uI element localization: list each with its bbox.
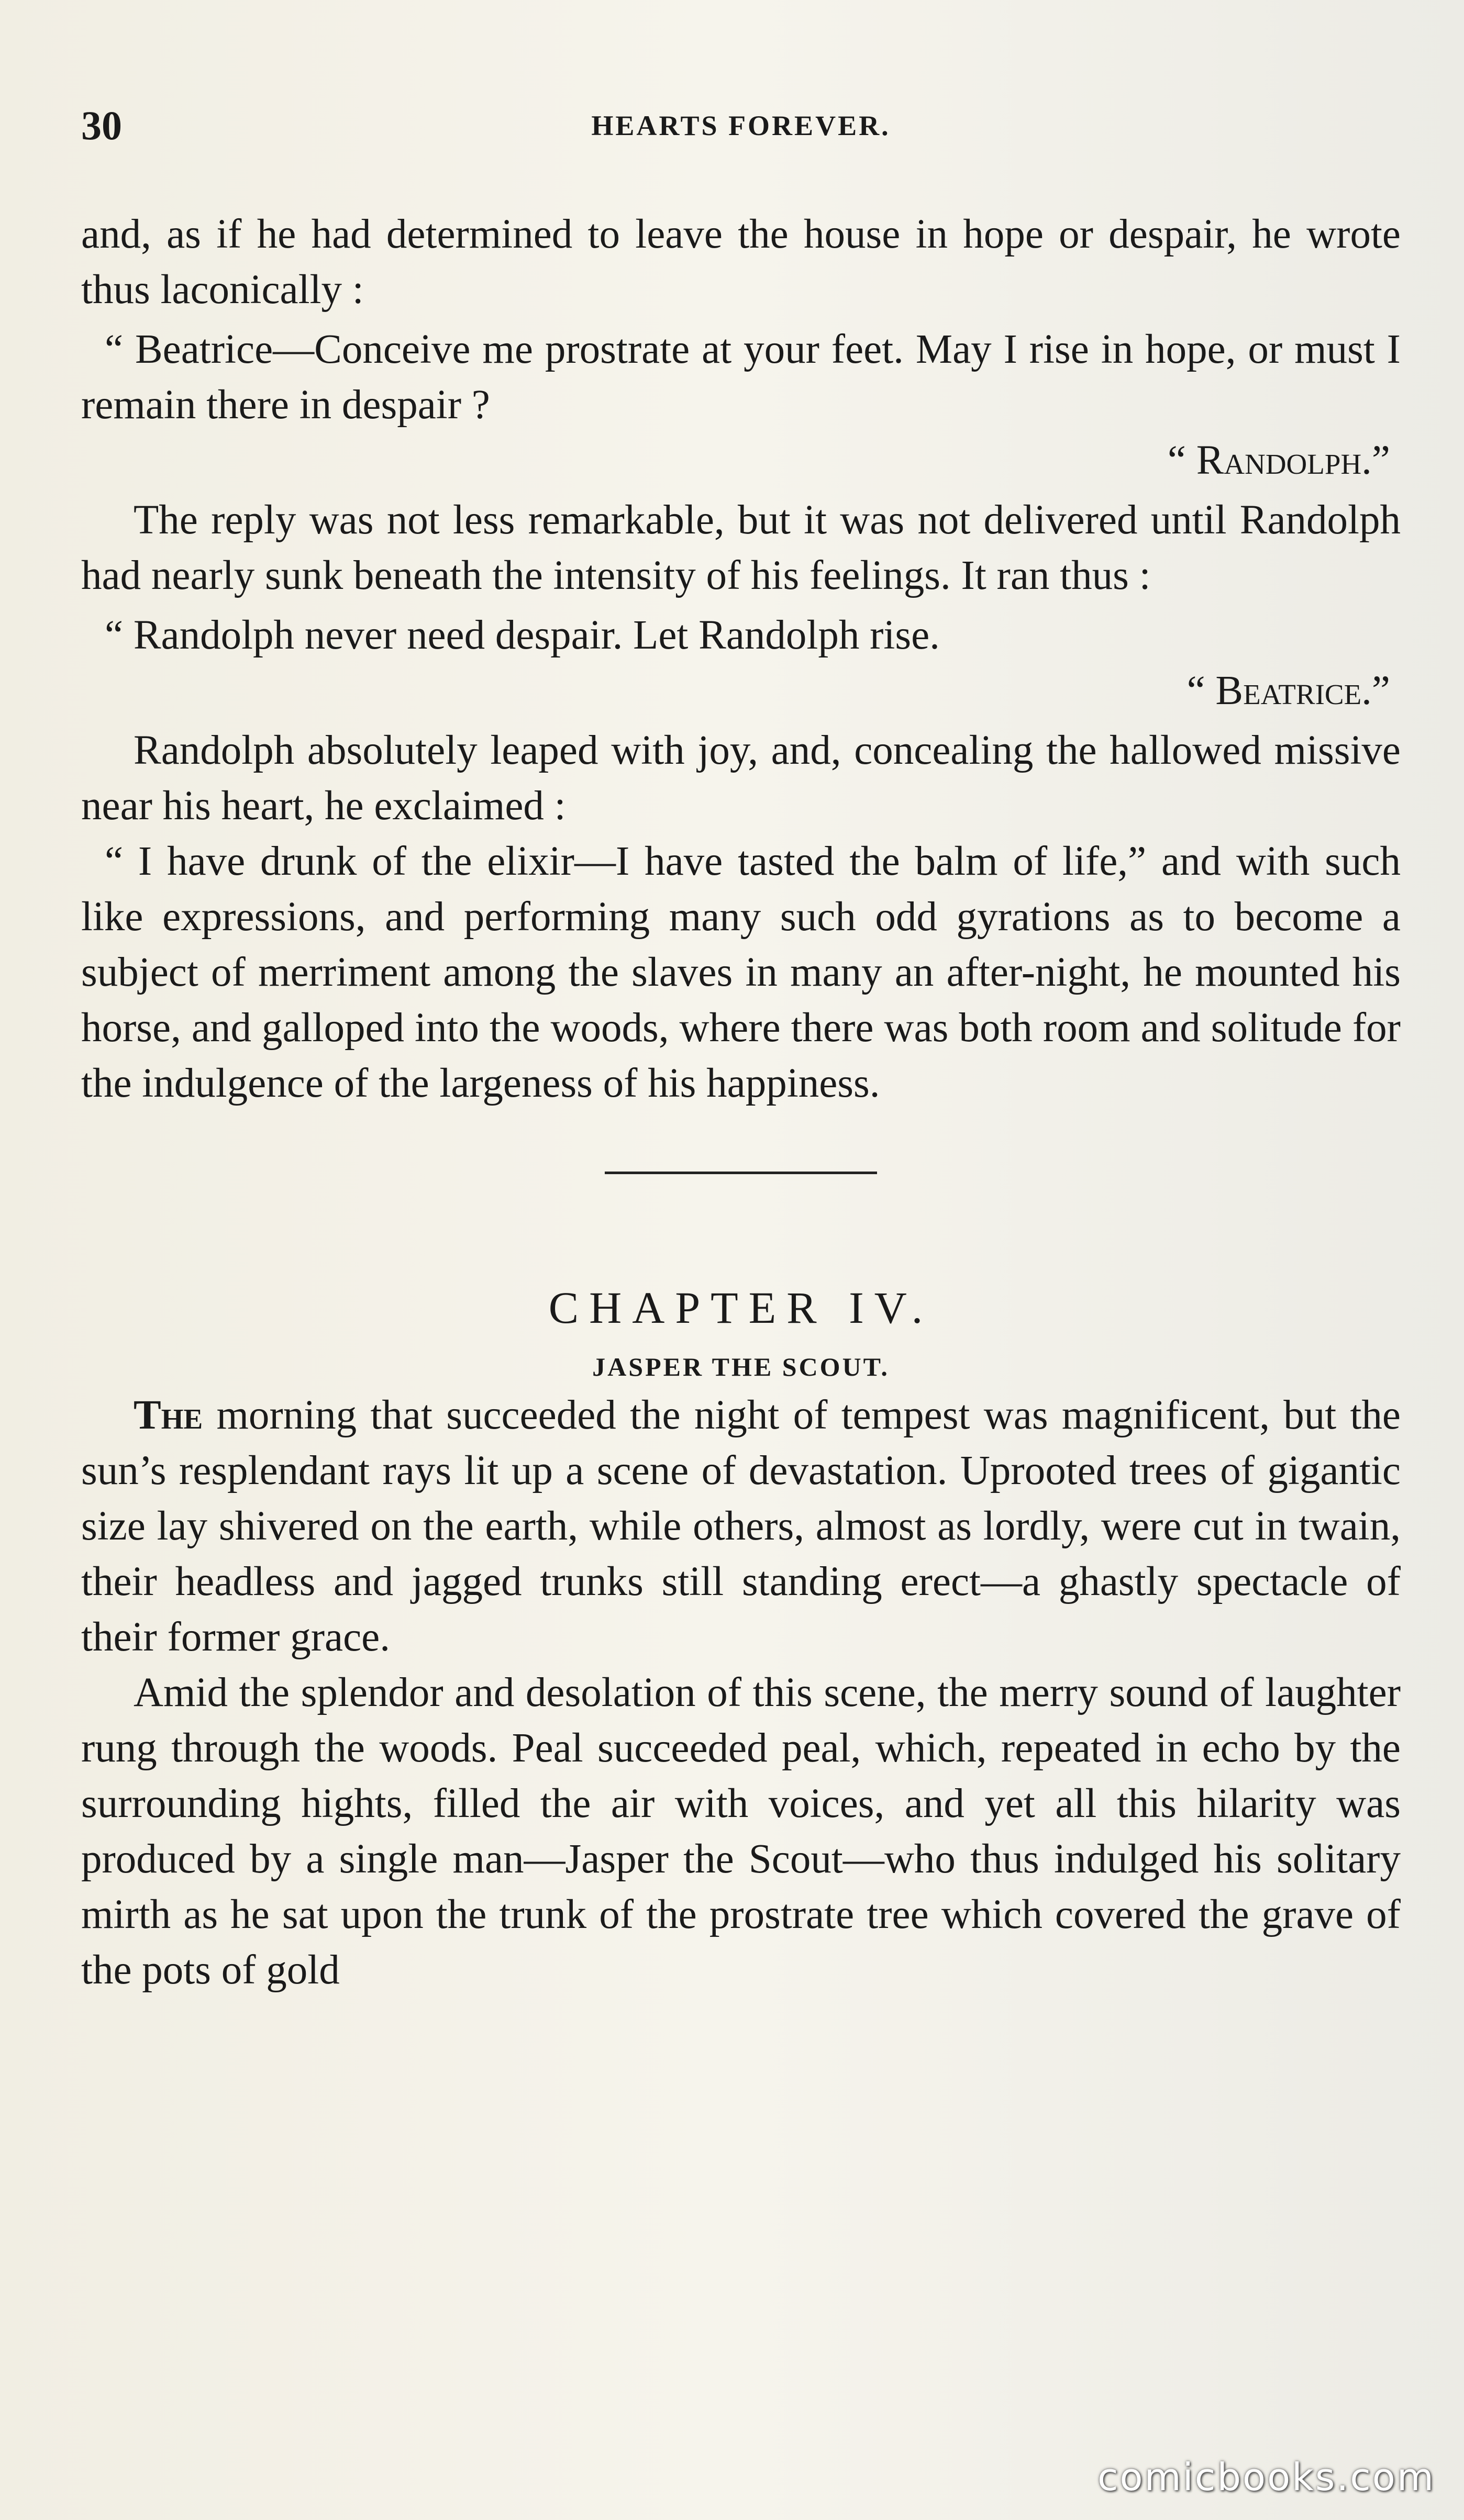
signature-randolph: “ Randolph.” [1167, 438, 1390, 483]
chapter-paragraph-1 [81, 1388, 1401, 1665]
page-body [81, 207, 1401, 1998]
paragraph-leaped: Randolph absolutely leaped with joy, and, concealing the hallowed missive near his heart, he exclaimed : [81, 728, 1401, 829]
chapter-subtitle: JASPER THE SCOUT. [592, 1352, 890, 1381]
chapter-paragraph-2: Amid the splendor and desolation of this scene, the merry sound of laughter rung through the woods. Peal succeeded peal, which, repeated in echo by the surrounding hights, filled the air with voices, and yet all this hilarity was produced by a single man—Jasper the Scout—who thus indulged his solitary mirth as he sat upon the trunk of the prostrate tree which covered the grave of the pots of gold [81, 1670, 1401, 1993]
page-header [81, 102, 1401, 148]
running-title: HEARTS FOREVER. [591, 110, 891, 141]
chapter-paragraph-1-text: morning that succeeded the night of tempest was magnificent, but the sun’s resplendant rays lit up a scene of devastation. Uprooted trees of gigantic size lay shivered on the earth, while others, almost as lordly, were cut in twain, their headless and jagged trunks still standing erect—a ghastly spectacle of their former grace. [81, 1392, 1401, 1660]
paragraph-reply: The reply was not less remarkable, but it was not delivered until Randolph had nearly sunk beneath the intensity of his feelings. It ran thus : [81, 497, 1401, 598]
page-number: 30 [81, 103, 122, 148]
watermark-logo: comicbooks.com [1097, 2455, 1435, 2499]
paragraph-elixir: “ I have drunk of the elixir—I have tasted the balm of life,” and with such like expressions, and performing many such odd gyrations as to become a subject of merriment among the slaves in many an after-night, he mounted his horse, and galloped into the woods, where there was both room and solitude for the indulgence of the largeness of his happiness. [81, 839, 1401, 1106]
signature-beatrice: “ Beatrice.” [1186, 668, 1390, 713]
letter-randolph: “ Beatrice—Conceive me prostrate at your feet. May I rise in hope, or must I remain there in despair ? [81, 327, 1401, 428]
paragraph-1: and, as if he had determined to leave the house in hope or despair, he wrote thus laconically : [81, 211, 1401, 313]
chapter-lead-in: The [134, 1392, 203, 1438]
section-divider [605, 1172, 877, 1174]
letter-beatrice: “ Randolph never need despair. Let Randolph rise. [105, 612, 940, 658]
chapter-title: CHAPTER IV. [548, 1283, 934, 1333]
